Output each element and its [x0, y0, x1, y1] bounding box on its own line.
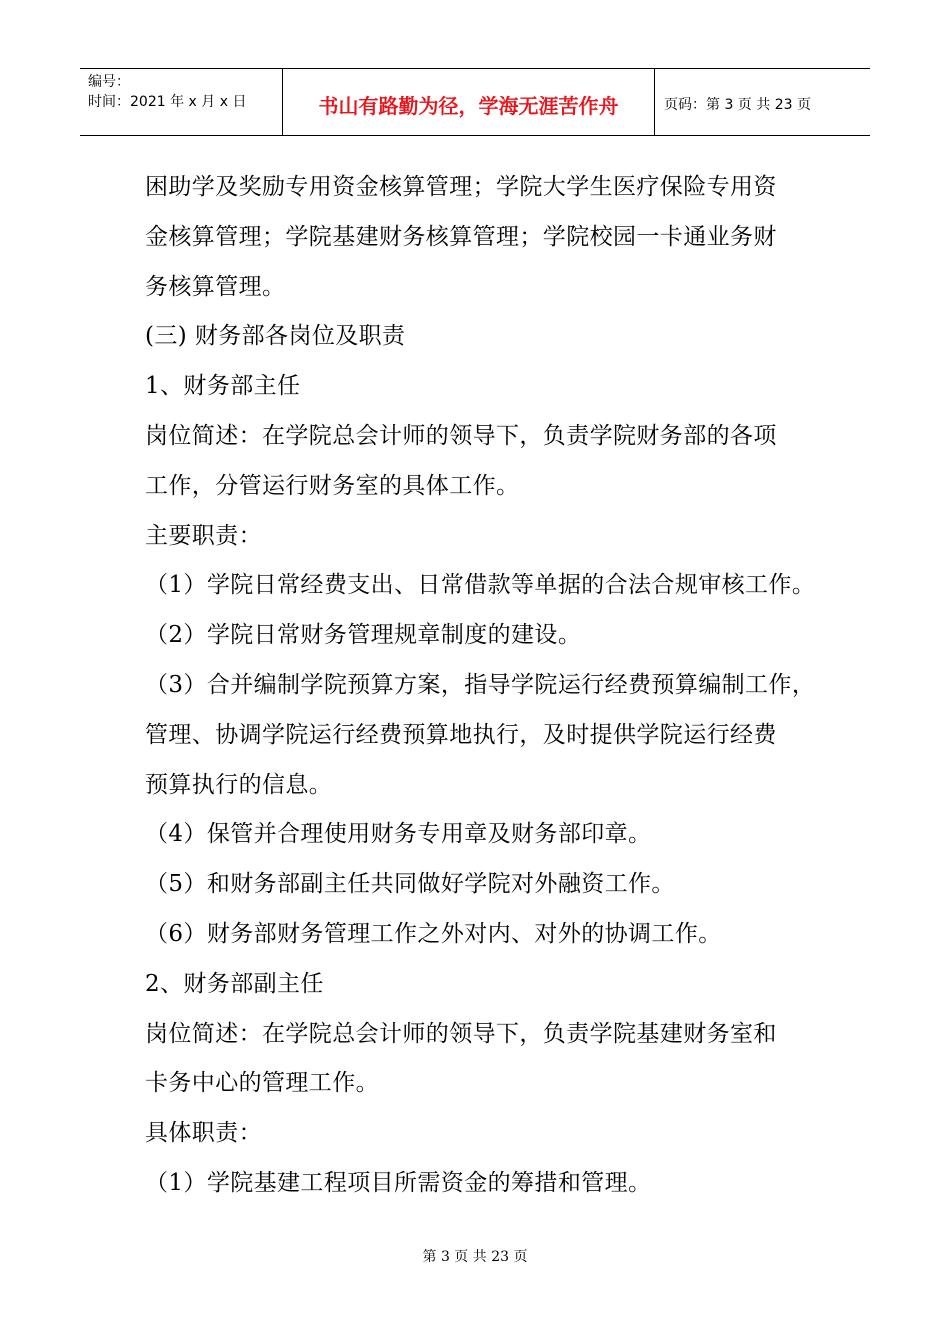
- list-item: （6）财务部财务管理工作之外对内、对外的协调工作。: [145, 920, 722, 947]
- page-header: [80, 68, 870, 136]
- list-item: （5）和财务部副主任共同做好学院对外融资工作。: [145, 871, 675, 898]
- list-item: （2）学院日常财务管理规章制度的建设。: [145, 622, 582, 649]
- header-motto: 书山有路勤为径，学海无涯苦作舟: [282, 69, 655, 135]
- subsection-heading: 1、财务部主任: [145, 373, 301, 400]
- header-page-info: 页码：第 3 页 共 23 页: [664, 97, 811, 113]
- body-line: 工作，分管运行财务室的具体工作。: [145, 472, 520, 499]
- list-item: （4）保管并合理使用财务专用章及财务部印章。: [145, 821, 652, 848]
- body-line: 预算执行的信息。: [145, 771, 333, 798]
- body-line: 金核算管理；学院基建财务核算管理；学院校园一卡通业务财: [145, 223, 777, 250]
- time-label: 时间：2021 年 x 月 x 日: [88, 94, 247, 110]
- page-footer: 第 3 页 共 23 页: [422, 1249, 528, 1265]
- list-item: （1）学院基建工程项目所需资金的筹措和管理。: [145, 1169, 652, 1196]
- list-item: （3）合并编制学院预算方案，指导学院运行经费预算编制工作，: [145, 671, 816, 698]
- body-line: 主要职责：: [145, 522, 262, 549]
- body-line: 管理、协调学院运行经费预算地执行，及时提供学院运行经费: [145, 721, 777, 748]
- body-line: 岗位简述：在学院总会计师的领导下，负责学院财务部的各项: [145, 422, 777, 449]
- section-heading: (三) 财务部各岗位及职责: [145, 323, 406, 350]
- document-body: [145, 163, 825, 1209]
- body-line: 务核算管理。: [145, 273, 286, 300]
- body-line: 岗位简述：在学院总会计师的领导下，负责学院基建财务室和: [145, 1020, 777, 1047]
- body-line: 困助学及奖励专用资金核算管理；学院大学生医疗保险专用资: [145, 174, 777, 200]
- number-label: 编号：: [88, 74, 130, 90]
- list-item: （1）学院日常经费支出、日常借款等单据的合法合规审核工作。: [145, 572, 816, 599]
- header-meta: [80, 69, 282, 135]
- body-line: 卡务中心的管理工作。: [145, 1070, 379, 1097]
- subsection-heading: 2、财务部副主任: [145, 970, 324, 997]
- body-line: 具体职责：: [145, 1120, 262, 1147]
